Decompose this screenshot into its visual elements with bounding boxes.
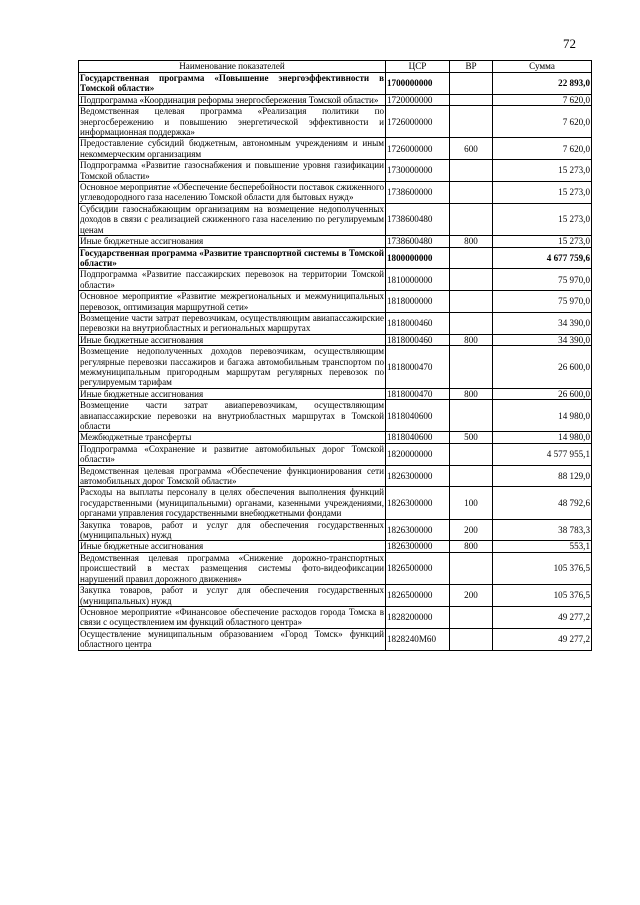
row-csr-cell: 1730000000 bbox=[386, 160, 450, 182]
row-name-cell: Иные бюджетные ассигнования bbox=[79, 334, 386, 345]
row-csr-cell: 1738600480 bbox=[386, 236, 450, 247]
row-vr-cell: 100 bbox=[450, 487, 493, 519]
row-vr-cell bbox=[450, 269, 493, 291]
table-row bbox=[79, 541, 592, 552]
table-row bbox=[79, 291, 592, 313]
row-csr-cell: 1826500000 bbox=[386, 552, 450, 584]
row-csr-cell: 1720000000 bbox=[386, 94, 450, 105]
row-csr-cell: 1726000000 bbox=[386, 138, 450, 160]
row-sum-cell: 49 277,2 bbox=[493, 628, 592, 650]
row-csr-cell: 1726000000 bbox=[386, 106, 450, 138]
row-csr-cell: 1818000470 bbox=[386, 346, 450, 389]
table-row bbox=[79, 247, 592, 269]
header-vr: ВР bbox=[450, 61, 493, 73]
row-vr-cell bbox=[450, 73, 493, 95]
row-name-cell: Иные бюджетные ассигнования bbox=[79, 236, 386, 247]
row-csr-cell: 1826300000 bbox=[386, 541, 450, 552]
row-sum-cell: 15 273,0 bbox=[493, 182, 592, 204]
row-csr-cell: 1818000460 bbox=[386, 312, 450, 334]
row-csr-cell: 1810000000 bbox=[386, 269, 450, 291]
table-row bbox=[79, 334, 592, 345]
table-row bbox=[79, 160, 592, 182]
row-vr-cell: 800 bbox=[450, 541, 493, 552]
row-csr-cell: 1738600000 bbox=[386, 182, 450, 204]
row-name-cell: Иные бюджетные ассигнования bbox=[79, 541, 386, 552]
header-sum: Сумма bbox=[493, 61, 592, 73]
table-row bbox=[79, 465, 592, 487]
row-csr-cell: 1818040600 bbox=[386, 400, 450, 432]
row-name-cell: Возмещение части затрат авиаперевозчикам, осуществляющим авиапассажирские перевозки на внутриобластных маршрутах в Томской области bbox=[80, 400, 384, 431]
table-row bbox=[79, 182, 592, 204]
row-name-cell: Подпрограмма «Развитие газоснабжения и повышение уровня газификации Томской области» bbox=[80, 160, 384, 181]
row-vr-cell bbox=[450, 203, 493, 235]
row-name-cell: Закупка товаров, работ и услуг для обеспечения государственных (муниципальных) нужд bbox=[80, 585, 384, 606]
row-name-cell: Межбюджетные трансферты bbox=[79, 432, 386, 443]
row-sum-cell: 105 376,5 bbox=[493, 585, 592, 607]
row-sum-cell: 15 273,0 bbox=[493, 160, 592, 182]
row-vr-cell bbox=[450, 400, 493, 432]
row-csr-cell: 1700000000 bbox=[386, 73, 450, 95]
row-sum-cell: 75 970,0 bbox=[493, 269, 592, 291]
row-csr-cell: 1820000000 bbox=[386, 443, 450, 465]
table-row bbox=[79, 552, 592, 584]
row-vr-cell bbox=[450, 628, 493, 650]
table-row bbox=[79, 585, 592, 607]
row-name-cell: Возмещение недополученных доходов перевозчикам, осуществляющим регулярные перевозки пассажиров и багажа автомобильным транспортом по межмуниципальным пригородным маршрутам регулярных перевозок по регулируемым тарифам bbox=[80, 346, 384, 388]
budget-table bbox=[78, 60, 592, 651]
row-vr-cell bbox=[450, 465, 493, 487]
row-sum-cell: 48 792,6 bbox=[493, 487, 592, 519]
row-name-cell: Государственная программа «Повышение энергоэффективности в Томской области» bbox=[80, 73, 384, 94]
header-csr: ЦСР bbox=[386, 61, 450, 73]
row-vr-cell bbox=[450, 606, 493, 628]
row-name-cell: Ведомственная целевая программа «Обеспечение функционирования сети автомобильных дорог Томской области» bbox=[80, 465, 384, 487]
row-name-cell: Ведомственная целевая программа «Снижение дорожно-транспортных происшествий в местах размещения системы фото-видеофиксации нарушений правил дорожного движения» bbox=[80, 552, 384, 584]
row-vr-cell bbox=[450, 94, 493, 105]
row-vr-cell: 200 bbox=[450, 585, 493, 607]
table-header-row bbox=[79, 61, 592, 73]
row-vr-cell: 800 bbox=[450, 388, 493, 399]
row-name-cell: Возмещение части затрат перевозчикам, осуществляющим авиапассажирские перевозки на внутриобластных и региональных маршрутах bbox=[80, 312, 384, 334]
row-vr-cell bbox=[450, 182, 493, 204]
header-name: Наименование показателей bbox=[79, 61, 386, 73]
table-row bbox=[79, 400, 592, 432]
table-row bbox=[79, 443, 592, 465]
row-name-cell: Подпрограмма «Сохранение и развитие автомобильных дорог Томской области» bbox=[80, 443, 384, 465]
row-name-cell: Закупка товаров, работ и услуг для обеспечения государственных (муниципальных) нужд bbox=[80, 519, 384, 541]
row-csr-cell: 1800000000 bbox=[386, 247, 450, 269]
row-csr-cell: 1828240M60 bbox=[386, 628, 450, 650]
row-vr-cell bbox=[450, 552, 493, 584]
row-sum-cell: 15 273,0 bbox=[493, 203, 592, 235]
table-row bbox=[79, 628, 592, 650]
row-sum-cell: 7 620,0 bbox=[493, 106, 592, 138]
table-row bbox=[79, 138, 592, 160]
table-row bbox=[79, 269, 592, 291]
row-sum-cell: 553,1 bbox=[493, 541, 592, 552]
row-sum-cell: 26 600,0 bbox=[493, 346, 592, 389]
row-sum-cell: 15 273,0 bbox=[493, 236, 592, 247]
row-vr-cell: 600 bbox=[450, 138, 493, 160]
row-name-cell: Ведомственная целевая программа «Реализация политики по энергосбережению и повышению энергетической эффективности и информационная поддержка» bbox=[80, 106, 384, 138]
row-name-cell: Иные бюджетные ассигнования bbox=[79, 388, 386, 399]
row-vr-cell: 200 bbox=[450, 519, 493, 541]
row-name-cell: Субсидии газоснабжающим организациям на возмещение недополученных доходов в связи с реализацией сжиженного газа населению по регулируемым ценам bbox=[80, 203, 384, 235]
row-sum-cell: 105 376,5 bbox=[493, 552, 592, 584]
row-sum-cell: 14 980,0 bbox=[493, 400, 592, 432]
row-name-cell: Предоставление субсидий бюджетным, автономным учреждениям и иным некоммерческим организациям bbox=[80, 138, 384, 159]
row-vr-cell: 800 bbox=[450, 236, 493, 247]
row-sum-cell: 14 980,0 bbox=[493, 432, 592, 443]
row-vr-cell: 800 bbox=[450, 334, 493, 345]
row-name-cell: Основное мероприятие «Обеспечение бесперебойности поставок сжиженного углеводородного газа населению Томской области для бытовых нужд» bbox=[80, 182, 384, 203]
row-csr-cell: 1826300000 bbox=[386, 465, 450, 487]
row-csr-cell: 1818040600 bbox=[386, 432, 450, 443]
row-sum-cell: 7 620,0 bbox=[493, 138, 592, 160]
row-vr-cell bbox=[450, 291, 493, 313]
row-sum-cell: 38 783,3 bbox=[493, 519, 592, 541]
table-row bbox=[79, 106, 592, 138]
row-sum-cell: 26 600,0 bbox=[493, 388, 592, 399]
table-row bbox=[79, 487, 592, 519]
row-csr-cell: 1826500000 bbox=[386, 585, 450, 607]
row-name-cell: Подпрограмма «Развитие пассажирских перевозок на территории Томской области» bbox=[80, 269, 384, 290]
table-row bbox=[79, 388, 592, 399]
row-vr-cell bbox=[450, 346, 493, 389]
row-vr-cell bbox=[450, 247, 493, 269]
table-row bbox=[79, 73, 592, 95]
row-name-cell: Государственная программа «Развитие транспортной системы в Томской области» bbox=[80, 247, 384, 268]
row-csr-cell: 1818000460 bbox=[386, 334, 450, 345]
row-name-cell: Основное мероприятие «Развитие межрегиональных и межмуниципальных перевозок, оптимизация маршрутной сети» bbox=[80, 291, 384, 312]
row-sum-cell: 88 129,0 bbox=[493, 465, 592, 487]
row-name-cell: Осуществление муниципальным образованием «Город Томск» функций областного центра bbox=[80, 628, 384, 650]
row-sum-cell: 34 390,0 bbox=[493, 312, 592, 334]
row-name-cell: Основное мероприятие «Финансовое обеспечение расходов города Томска в связи с осуществлением им функций областного центра» bbox=[80, 606, 384, 628]
row-sum-cell: 75 970,0 bbox=[493, 291, 592, 313]
row-sum-cell: 4 577 955,1 bbox=[493, 443, 592, 465]
row-sum-cell: 7 620,0 bbox=[493, 94, 592, 105]
table-row bbox=[79, 94, 592, 105]
table-row bbox=[79, 346, 592, 389]
row-vr-cell bbox=[450, 106, 493, 138]
table-row bbox=[79, 606, 592, 628]
row-csr-cell: 1828200000 bbox=[386, 606, 450, 628]
table-row bbox=[79, 203, 592, 235]
row-vr-cell bbox=[450, 443, 493, 465]
row-csr-cell: 1826300000 bbox=[386, 487, 450, 519]
row-name-cell: Расходы на выплаты персоналу в целях обеспечения выполнения функций государственными (муниципальными) органами, казенными учреждениями, органами управления государственными внебюджетными фондами bbox=[80, 487, 384, 519]
row-vr-cell bbox=[450, 312, 493, 334]
row-csr-cell: 1818000470 bbox=[386, 388, 450, 399]
page-number: 72 bbox=[563, 36, 576, 51]
row-csr-cell: 1738600480 bbox=[386, 203, 450, 235]
row-vr-cell: 500 bbox=[450, 432, 493, 443]
row-sum-cell: 22 893,0 bbox=[493, 73, 592, 95]
row-csr-cell: 1826300000 bbox=[386, 519, 450, 541]
table-row bbox=[79, 312, 592, 334]
row-sum-cell: 49 277,2 bbox=[493, 606, 592, 628]
table-row bbox=[79, 432, 592, 443]
row-sum-cell: 4 677 759,6 bbox=[493, 247, 592, 269]
row-name-cell: Подпрограмма «Координация реформы энергосбережения Томской области» bbox=[79, 94, 386, 105]
row-vr-cell bbox=[450, 160, 493, 182]
row-sum-cell: 34 390,0 bbox=[493, 334, 592, 345]
table-row bbox=[79, 236, 592, 247]
row-csr-cell: 1818000000 bbox=[386, 291, 450, 313]
table-row bbox=[79, 519, 592, 541]
